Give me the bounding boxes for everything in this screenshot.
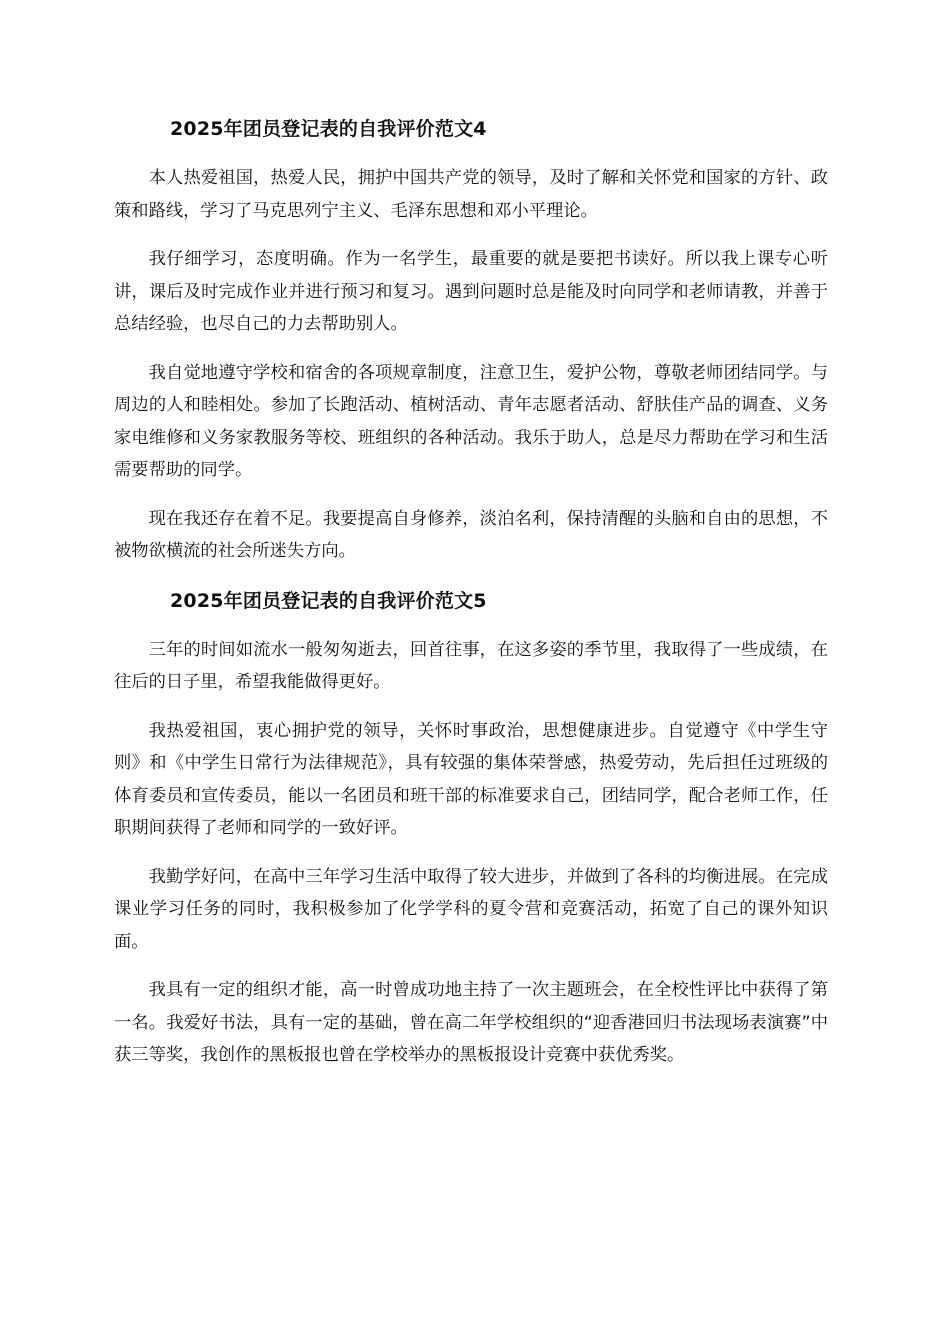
paragraph: 我仔细学习，态度明确。作为一名学生，最重要的就是要把书读好。所以我上课专心听讲，课后及时完成作业并进行预习和复习。遇到问题时总是能及时向同学和老师请教，并善于总结经验，也尽自己的力去帮助别人。 <box>114 249 828 334</box>
paragraph: 我热爱祖国，衷心拥护党的领导，关怀时事政治，思想健康进步。自觉遵守《中学生守则》和《中学生日常行为法律规范》，具有较强的集体荣誉感，热爱劳动，先后担任过班级的体育委员和宣传委员，能以一名团员和班干部的标准要求自己，团结同学，配合老师工作，任职期间获得了老师和同学的一致好评。 <box>114 720 828 838</box>
paragraph: 三年的时间如流水一般匆匆逝去，回首往事，在这多姿的季节里，我取得了一些成绩，在往后的日子里，希望我能做得更好。 <box>114 639 828 692</box>
paragraph: 我勤学好问，在高中三年学习生活中取得了较大进步，并做到了各科的均衡进展。在完成课业学习任务的同时，我积极参加了化学学科的夏令营和竞赛活动，拓宽了自己的课外知识面。 <box>114 866 828 952</box>
paragraph: 现在我还存在着不足。我要提高自身修养，淡泊名利，保持清醒的头脑和自由的思想，不被物欲横流的社会所迷失方向。 <box>114 508 828 561</box>
essay-section-4 <box>114 112 828 568</box>
document-body <box>114 112 828 1088</box>
section-heading: 2025年团员登记表的自我评价范文5 <box>170 589 487 612</box>
paragraph: 本人热爱祖国，热爱人民，拥护中国共产党的领导，及时了解和关怀党和国家的方针、政策和路线，学习了马克思列宁主义、毛泽东思想和邓小平理论。 <box>114 168 828 221</box>
section-heading: 2025年团员登记表的自我评价范文4 <box>170 118 487 140</box>
paragraph: 我具有一定的组织才能，高一时曾成功地主持了一次主题班会，在全校性评比中获得了第一名。我爱好书法，具有一定的基础，曾在高二年学校组织的“迎香港回归书法现场表演赛”中获三等奖，我创作的黑板报也曾在学校举办的黑板报设计竞赛中获优秀奖。 <box>114 980 828 1065</box>
paragraph: 我自觉地遵守学校和宿舍的各项规章制度，注意卫生，爱护公物，尊敬老师团结同学。与周边的人和睦相处。参加了长跑活动、植树活动、青年志愿者活动、舒肤佳产品的调查、义务家电维修和义务家教服务等校、班组织的各种活动。我乐于助人，总是尽力帮助在学习和生活需要帮助的同学。 <box>114 362 828 480</box>
essay-section-5 <box>114 584 828 1072</box>
